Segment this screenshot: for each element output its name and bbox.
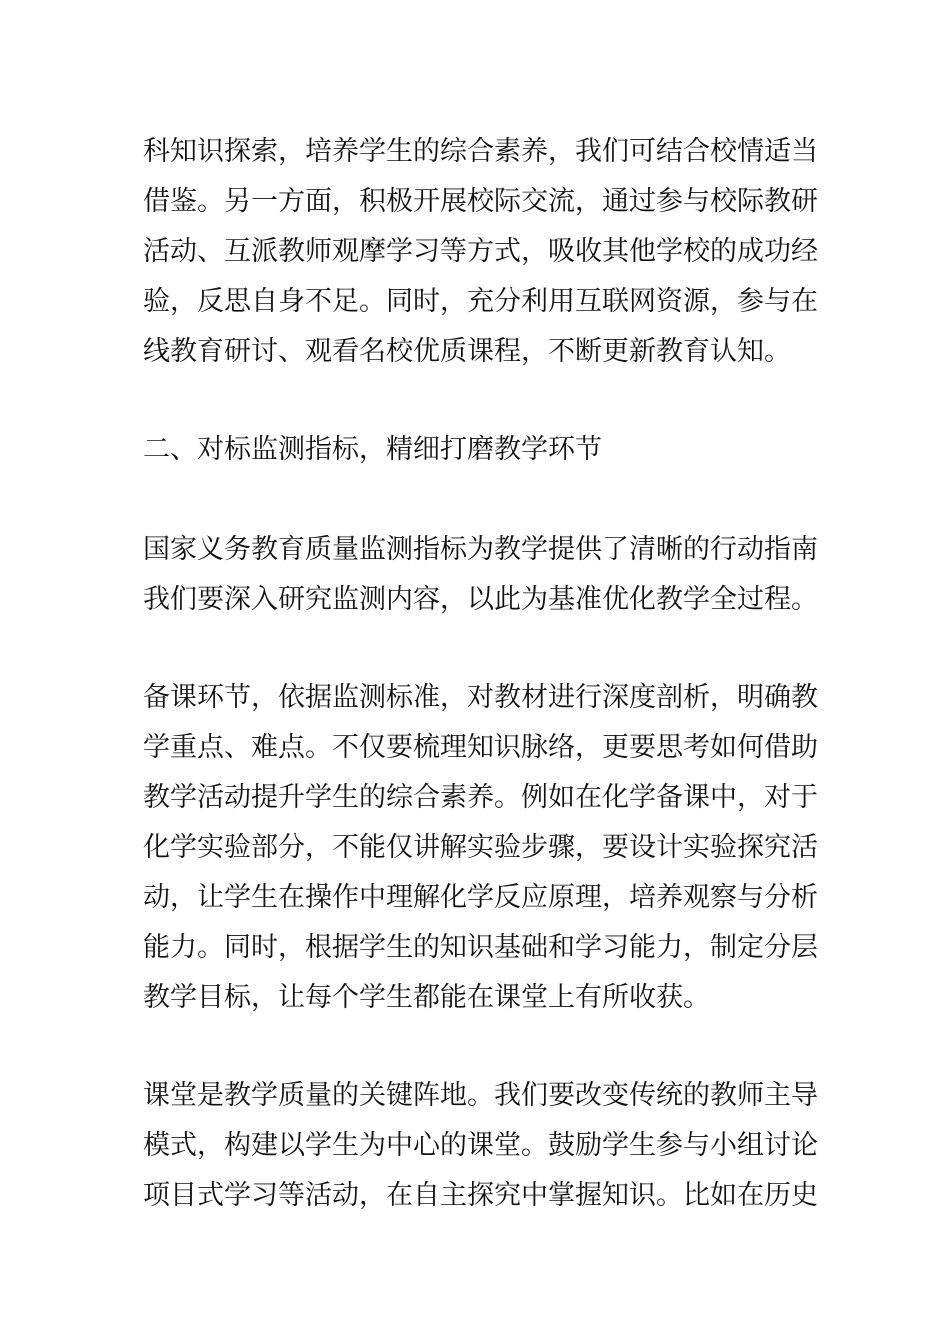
paragraph-2-line-1: 国家义务教育质量监测指标为教学提供了清晰的行动指南 bbox=[143, 534, 818, 565]
paragraph-1-line-2: 借鉴。另一方面，积极开展校际交流，通过参与校际教研 bbox=[143, 186, 818, 217]
paragraph-4-line-1: 课堂是教学质量的关键阵地。我们要改变传统的教师主导 bbox=[143, 1080, 818, 1111]
paragraph-1-line-3: 活动、互派教师观摩学习等方式，吸收其他学校的成功经 bbox=[143, 236, 818, 267]
section-heading: 二、对标监测指标，精细打磨教学环节 bbox=[143, 434, 602, 465]
paragraph-3-line-1: 备课环节，依据监测标准，对教材进行深度剖析，明确教 bbox=[143, 682, 818, 713]
paragraph-3-line-4: 化学实验部分，不能仅讲解实验步骤，要设计实验探究活 bbox=[143, 832, 818, 863]
paragraph-3-line-2: 学重点、难点。不仅要梳理知识脉络，更要思考如何借助 bbox=[143, 732, 818, 763]
paragraph-3-line-6: 能力。同时，根据学生的知识基础和学习能力，制定分层 bbox=[143, 932, 818, 963]
paragraph-2-line-2: 我们要深入研究监测内容，以此为基准优化教学全过程。 bbox=[143, 584, 818, 615]
paragraph-1-line-4: 验，反思自身不足。同时，充分利用互联网资源，参与在 bbox=[143, 286, 818, 317]
paragraph-3-line-5: 动，让学生在操作中理解化学反应原理，培养观察与分析 bbox=[143, 882, 818, 913]
paragraph-4-line-3: 项目式学习等活动，在自主探究中掌握知识。比如在历史 bbox=[143, 1180, 818, 1211]
paragraph-1-line-5: 线教育研讨、观看名校优质课程，不断更新教育认知。 bbox=[143, 336, 791, 367]
paragraph-3-line-3: 教学活动提升学生的综合素养。例如在化学备课中，对于 bbox=[143, 782, 818, 813]
paragraph-3-line-7: 教学目标，让每个学生都能在课堂上有所收获。 bbox=[143, 982, 710, 1013]
paragraph-4-line-2: 模式，构建以学生为中心的课堂。鼓励学生参与小组讨论 bbox=[143, 1130, 818, 1161]
paragraph-1-line-1: 科知识探索，培养学生的综合素养，我们可结合校情适当 bbox=[143, 136, 818, 167]
